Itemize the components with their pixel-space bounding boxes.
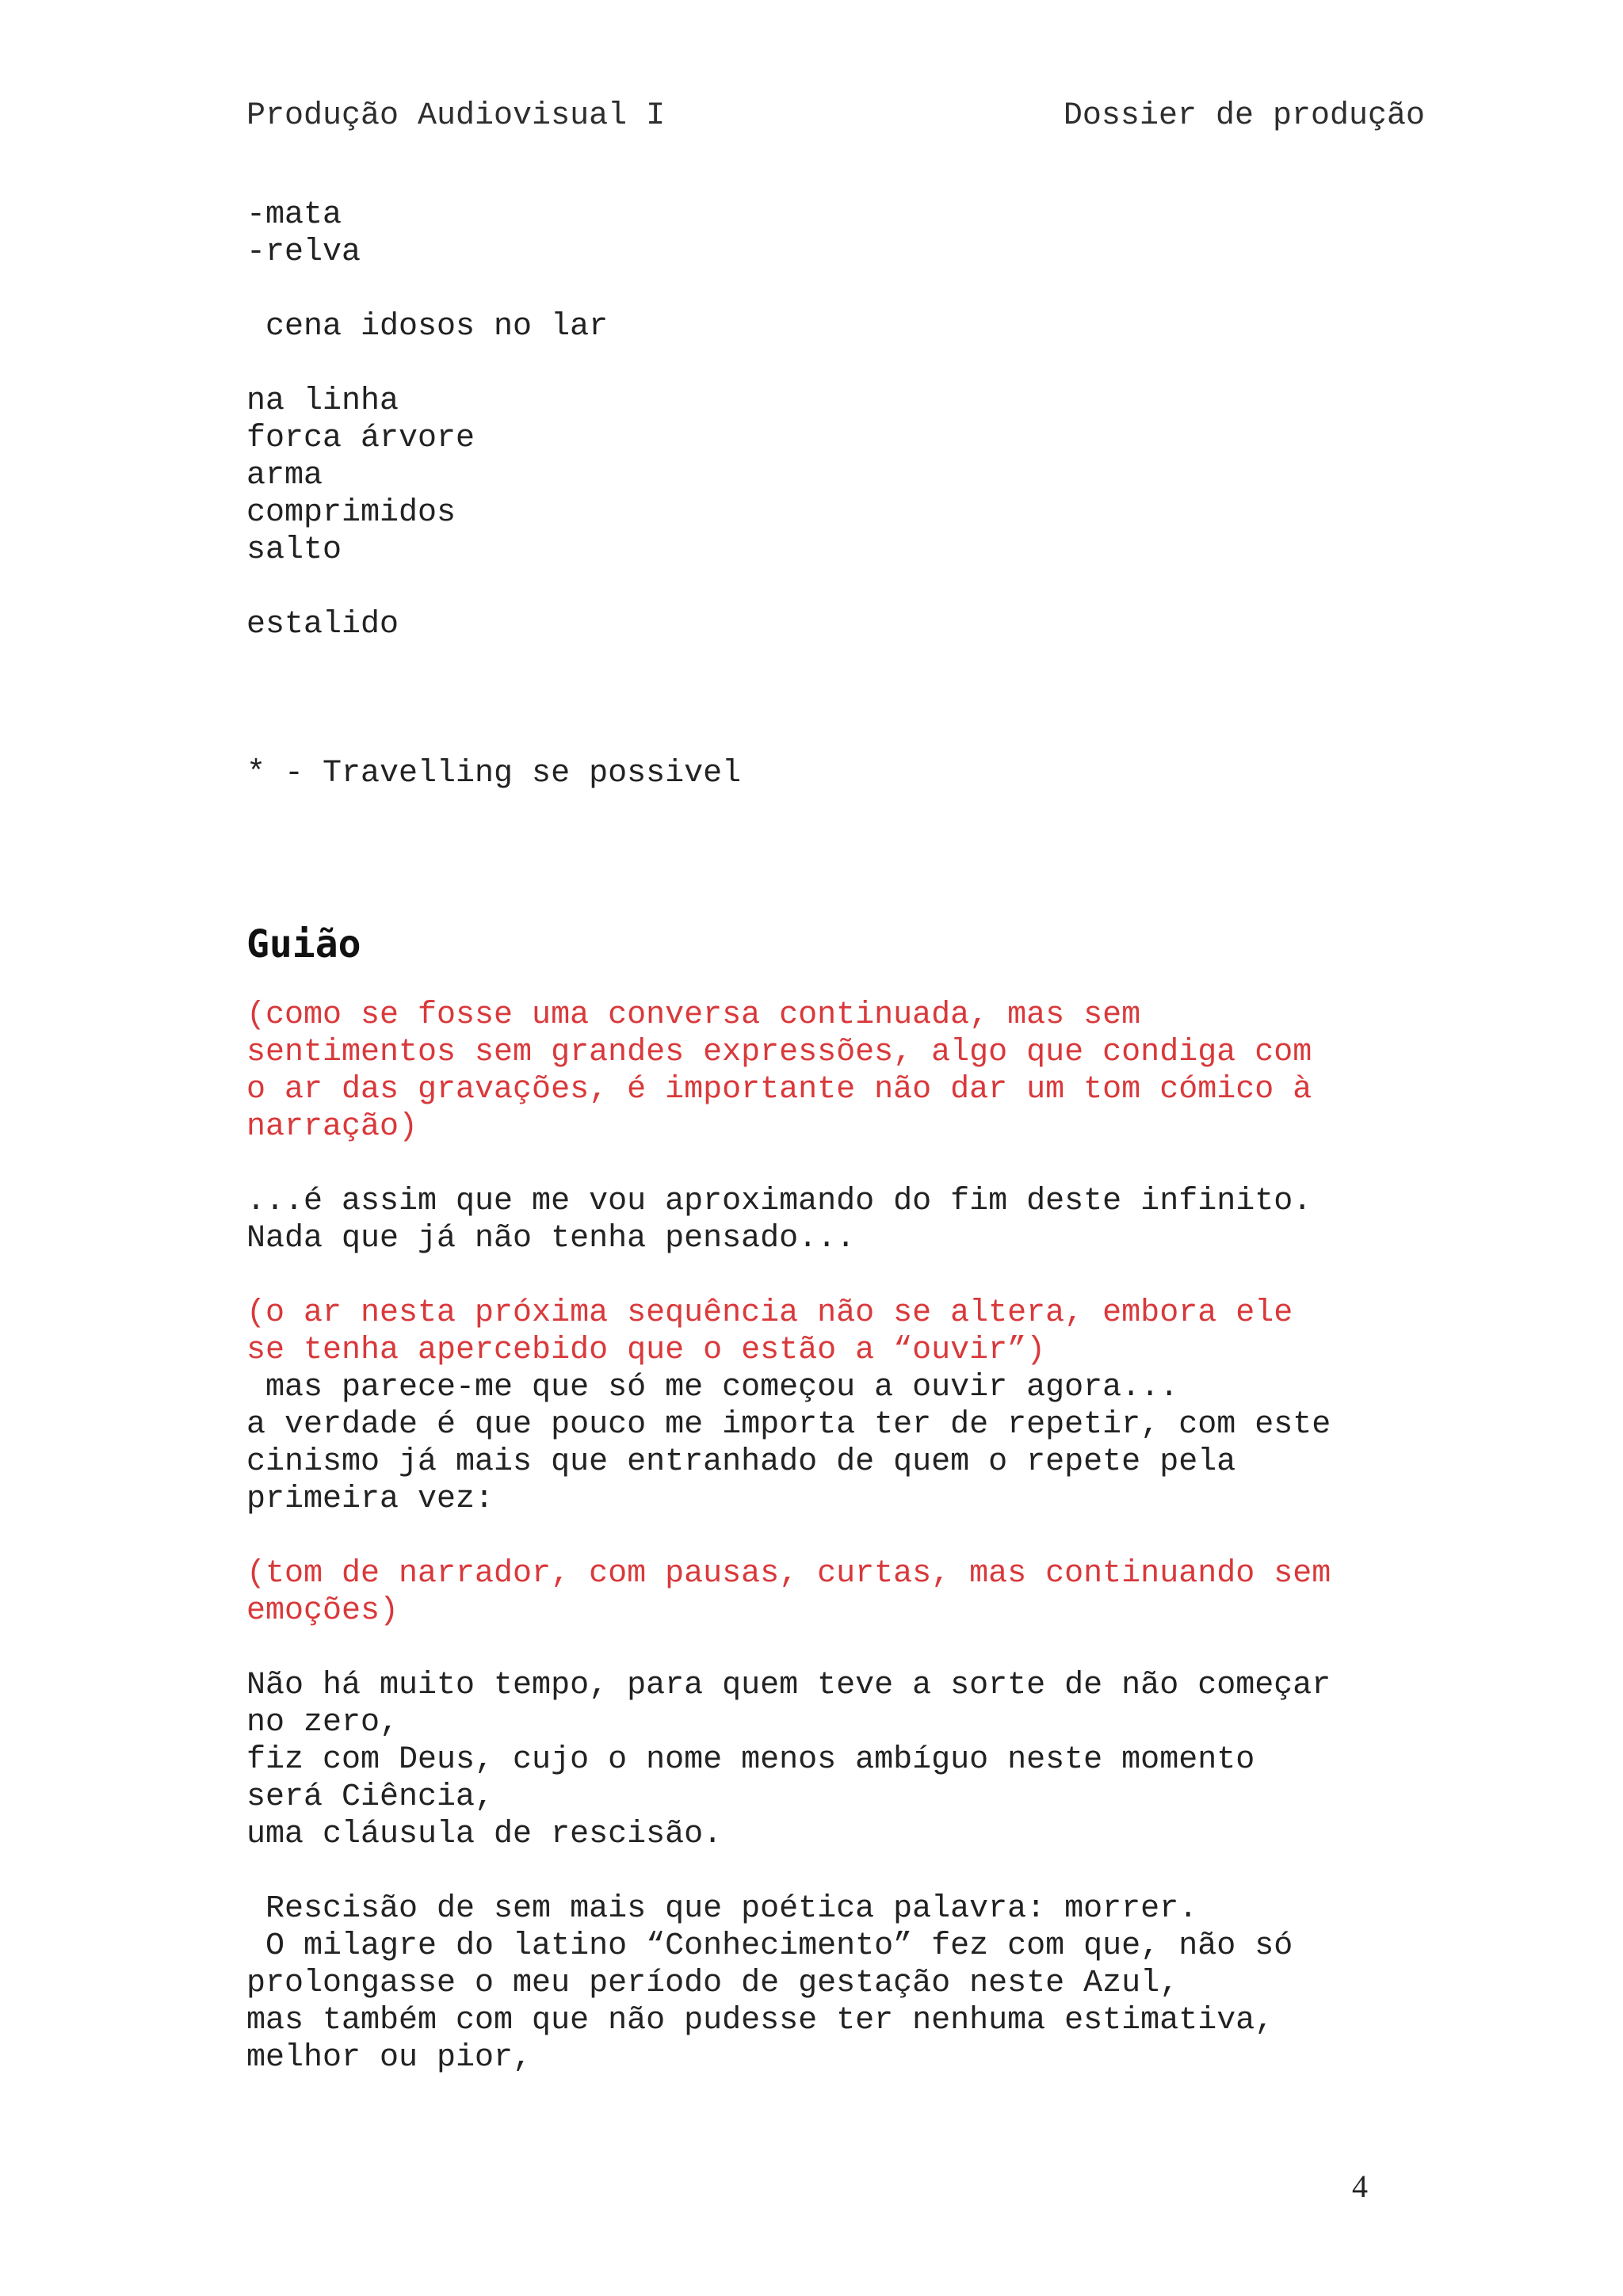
script-line: Rescisão de sem mais que poética palavra: morrer. bbox=[246, 1890, 1198, 1927]
direction-line: o ar das gravações, é importante não dar um tom cómico à bbox=[246, 1071, 1312, 1108]
direction-line: narração) bbox=[246, 1108, 418, 1145]
list-item: na linha bbox=[246, 383, 399, 419]
script-line: mas também com que não pudesse ter nenhuma estimativa, bbox=[246, 2002, 1274, 2039]
script-line: uma cláusula de rescisão. bbox=[246, 1816, 723, 1852]
page-number: 4 bbox=[1352, 2168, 1368, 2204]
list-item: salto bbox=[246, 532, 342, 568]
direction-line: (tom de narrador, com pausas, curtas, mas continuando sem bbox=[246, 1555, 1331, 1592]
script-line: a verdade é que pouco me importa ter de repetir, com este bbox=[246, 1406, 1331, 1443]
list-item: comprimidos bbox=[246, 495, 456, 531]
list-item: arma bbox=[246, 458, 323, 494]
direction-line: (como se fosse uma conversa continuada, mas sem bbox=[246, 997, 1141, 1033]
list-item: -mata bbox=[246, 197, 342, 233]
section-heading: Guião bbox=[246, 921, 361, 967]
script-line: fiz com Deus, cujo o nome menos ambíguo neste momento bbox=[246, 1741, 1255, 1778]
script-line: será Ciência, bbox=[246, 1779, 495, 1815]
direction-line: emoções) bbox=[246, 1592, 399, 1629]
list-item: forca árvore bbox=[246, 421, 475, 456]
direction-line: sentimentos sem grandes expressões, algo que condiga com bbox=[246, 1034, 1312, 1070]
script-line: cinismo já mais que entranhado de quem o repete pela bbox=[246, 1444, 1236, 1480]
script-line: mas parece-me que só me começou a ouvir agora... bbox=[246, 1369, 1179, 1405]
scene-note: cena idosos no lar bbox=[246, 309, 609, 345]
header-document-title: Dossier de produção bbox=[1063, 98, 1425, 134]
script-line: ...é assim que me vou aproximando do fim deste infinito. bbox=[246, 1183, 1312, 1219]
list-item: -relva bbox=[246, 235, 361, 270]
direction-line: se tenha apercebido que o estão a “ouvir”) bbox=[246, 1332, 1046, 1368]
page-content bbox=[246, 196, 1435, 2077]
header-course-title: Produção Audiovisual I bbox=[246, 98, 666, 134]
direction-line: (o ar nesta próxima sequência não se altera, embora ele bbox=[246, 1295, 1293, 1331]
script-line: no zero, bbox=[246, 1704, 399, 1741]
script-line: prolongasse o meu período de gestação neste Azul, bbox=[246, 1965, 1179, 2001]
sound-note: estalido bbox=[246, 607, 399, 643]
script-line: Nada que já não tenha pensado... bbox=[246, 1220, 856, 1257]
script-line: melhor ou pior, bbox=[246, 2039, 533, 2076]
footnote: * - Travelling se possivel bbox=[246, 756, 742, 791]
script-line: Não há muito tempo, para quem teve a sorte de não começar bbox=[246, 1667, 1331, 1703]
script-line: O milagre do latino “Conhecimento” fez com que, não só bbox=[246, 1928, 1293, 1964]
page-header bbox=[246, 97, 1425, 136]
script-line: primeira vez: bbox=[246, 1481, 495, 1517]
